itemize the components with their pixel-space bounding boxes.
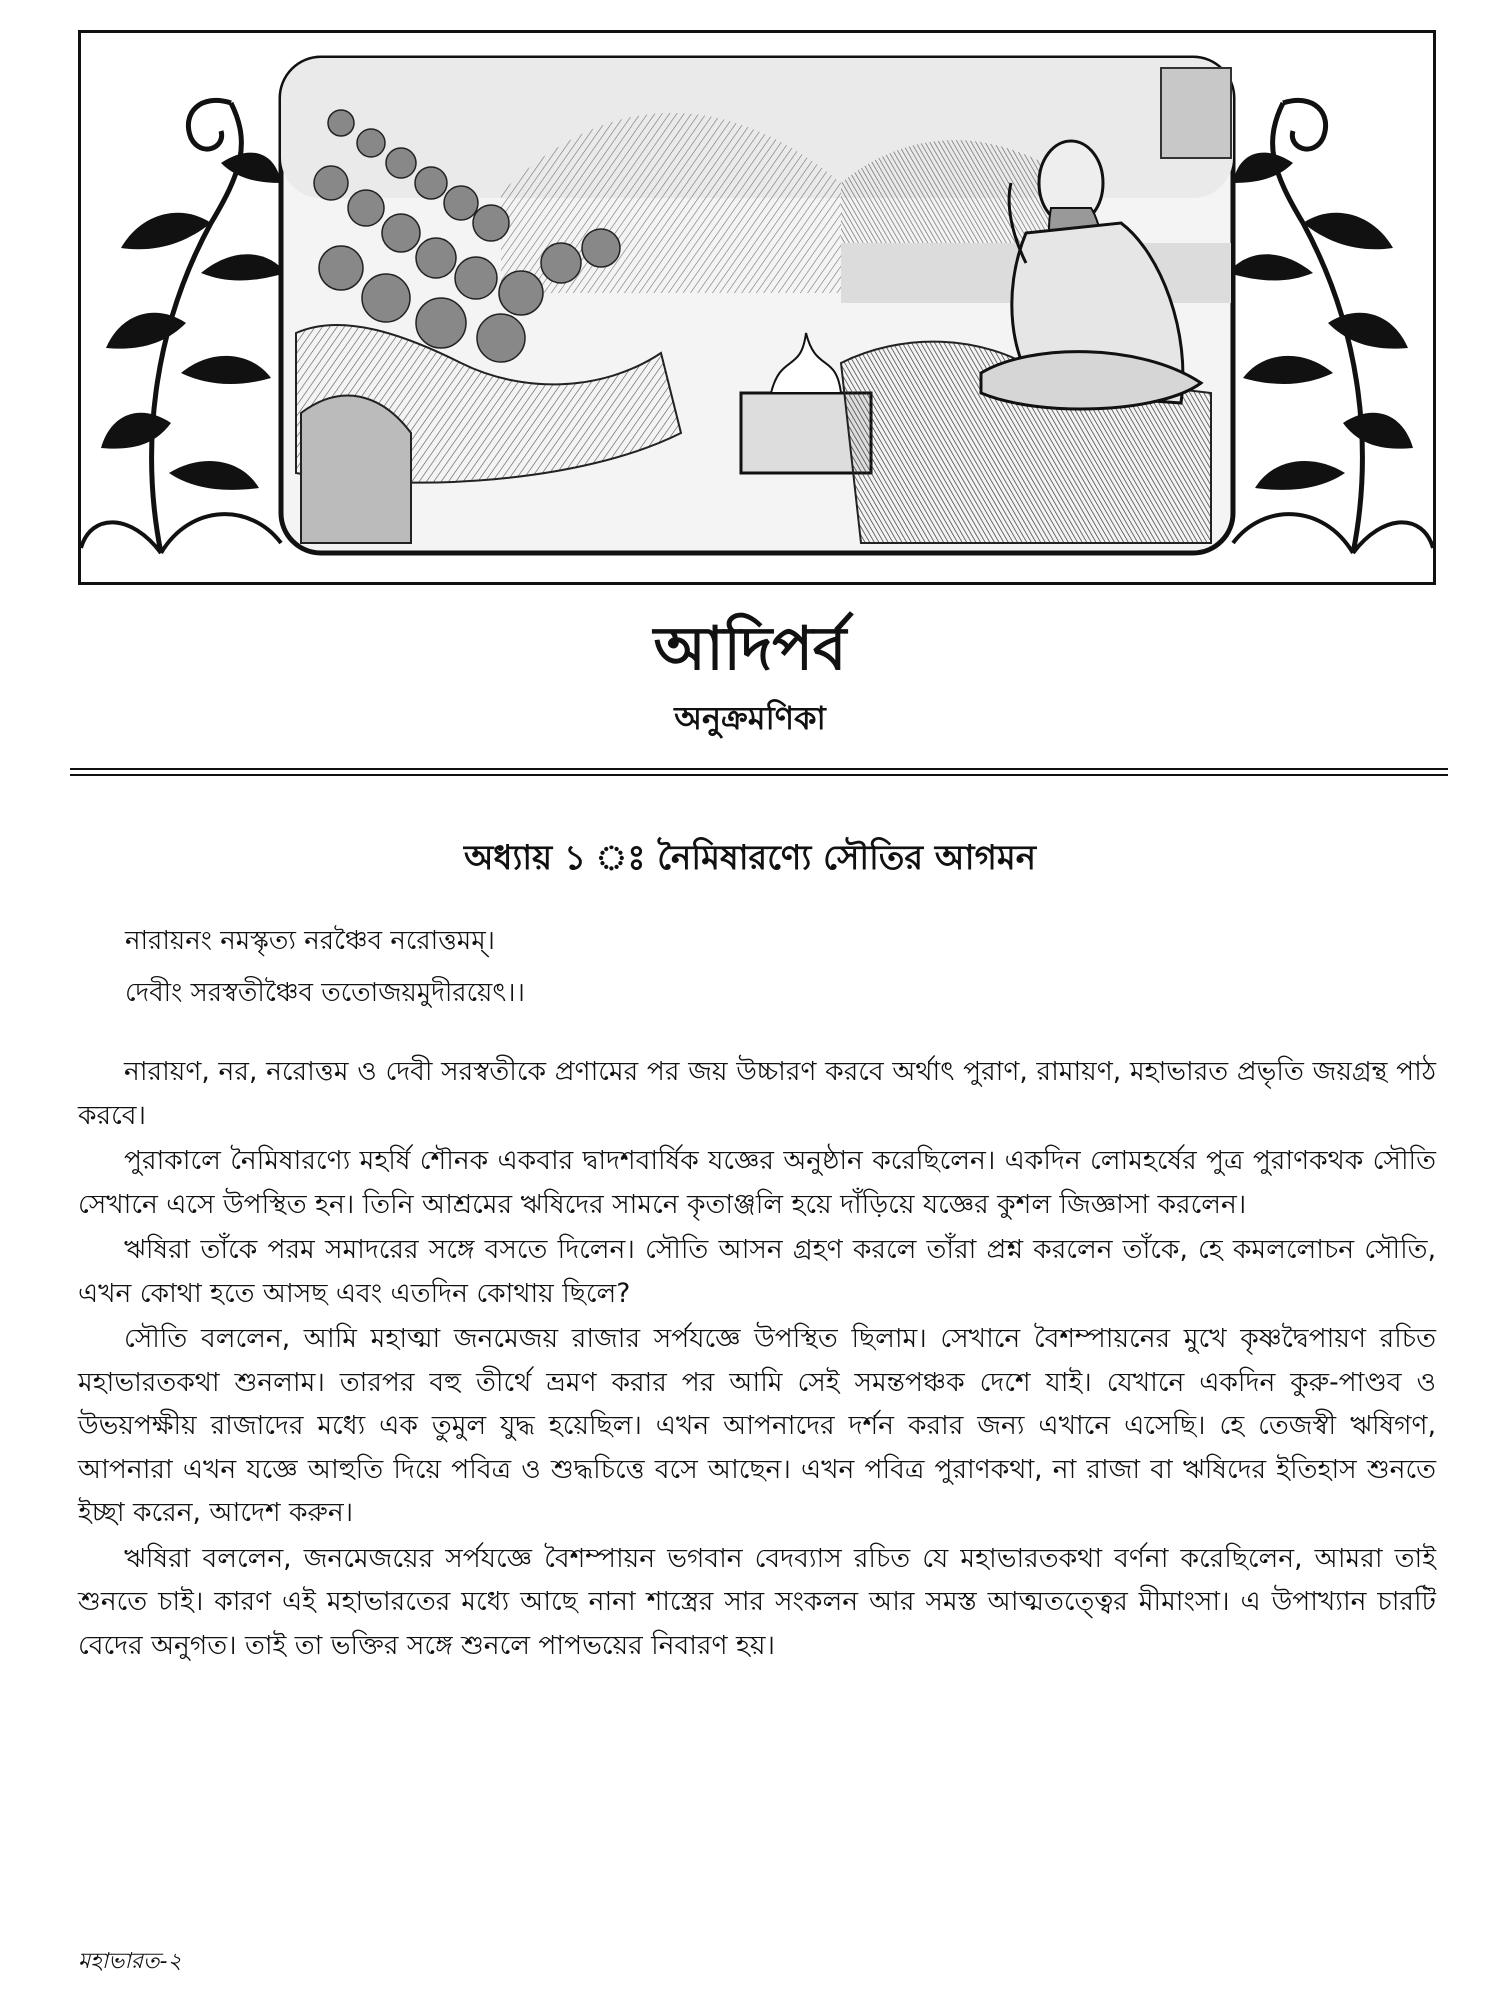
left-fern-ornament	[81, 100, 286, 553]
paragraph: ঋষিরা বললেন, জনমেজয়ের সর্পযজ্ঞে বৈশম্পায়ন ভগবান বেদব্যাস রচিত যে মহাভারতকথা বর্ণনা করেছিলেন, আমরা তাই শুনতে চাই। কারণ এই মহাভারতের মধ্যে আছে নানা শাস্ত্রের সার সংকলন আর সমস্ত আত্মতত্ত্বের মীমাংসা। এ উপাখ্যান চারটি বেদের অনুগত। তাই তা ভক্তির সঙ্গে শুনলে পাপভয়ের নিবারণ হয়।	[78, 1542, 1436, 1661]
illustration-svg	[81, 33, 1433, 582]
double-rule-divider	[70, 768, 1448, 776]
opening-verse	[125, 915, 1325, 1019]
main-title: আদিপর্ব	[653, 614, 847, 684]
paragraph: নারায়ণ, নর, নরোত্তম ও দেবী সরস্বতীকে প্রণামের পর জয় উচ্চারণ করবে অর্থাৎ পুরাণ, রামায়ণ, মহাভারত প্রভৃতি জয়গ্রন্থ পাঠ করবে।	[78, 1056, 1436, 1131]
body-text	[78, 1050, 1436, 1669]
central-engraving	[281, 58, 1233, 553]
paragraph: সৌতি বললেন, আমি মহাত্মা জনমেজয় রাজার সর্পযজ্ঞে উপস্থিত ছিলাম। সেখানে বৈশম্পায়নের মুখে কৃষ্ণদ্বৈপায়ণ রচিত মহাভারতকথা শুনলাম। তারপর বহু তীর্থে ভ্রমণ করার পর আমি সেই সমন্তপঞ্চক দেশে যাই। যেখানে একদিন কুরু-পাণ্ডব ও উভয়পক্ষীয় রাজাদের মধ্যে এক তুমুল যুদ্ধ হয়েছিল। এখন আপনাদের দর্শন করার জন্য এখানে এসেছি। হে তেজস্বী ঋষিগণ, আপনারা এখন যজ্ঞে আহুতি দিয়ে পবিত্র ও শুদ্ধচিত্তে বসে আছেন। এখন পবিত্র পুরাণকথা, না রাজা বা ঋষিদের ইতিহাস শুনতে ইচ্ছা করেন, আদেশ করুন।	[78, 1323, 1436, 1528]
sub-title: অনুক্রমণিকা	[674, 699, 826, 737]
verse-line: নারায়নং নমস্কৃত্য নরঞ্চৈব নরোত্তমম্।	[125, 926, 495, 956]
chapter-heading: অধ্যায় ১ ঃ নৈমিষারণ্যে সৌতির আগমন	[463, 838, 1037, 878]
paragraph: পুরাকালে নৈমিষারণ্যে মহর্ষি শৌনক একবার দ্বাদশবার্ষিক যজ্ঞের অনুষ্ঠান করেছিলেন। একদিন লোমহর্ষের পুত্র পুরাণকথক সৌতি সেখানে এসে উপস্থিত হন। তিনি আশ্রমের ঋষিদের সামনে কৃতাঞ্জলি হয়ে দাঁড়িয়ে যজ্ঞের কুশল জিজ্ঞাসা করলেন।	[78, 1145, 1436, 1220]
paragraph: ঋষিরা তাঁকে পরম সমাদরের সঙ্গে বসতে দিলেন। সৌতি আসন গ্রহণ করলে তাঁরা প্রশ্ন করলেন তাঁকে, হে কমললোচন সৌতি, এখন কোথা হতে আসছ এবং এতদিন কোথায় ছিলে?	[78, 1234, 1436, 1309]
right-fern-ornament	[1228, 100, 1433, 553]
verse-line: দেবীং সরস্বতীঞ্চৈব ততোজয়মুদীরয়েৎ।।	[125, 978, 525, 1008]
header-illustration-banner	[78, 30, 1436, 585]
page-footer-label: মহাভারত-২	[78, 1949, 182, 1974]
